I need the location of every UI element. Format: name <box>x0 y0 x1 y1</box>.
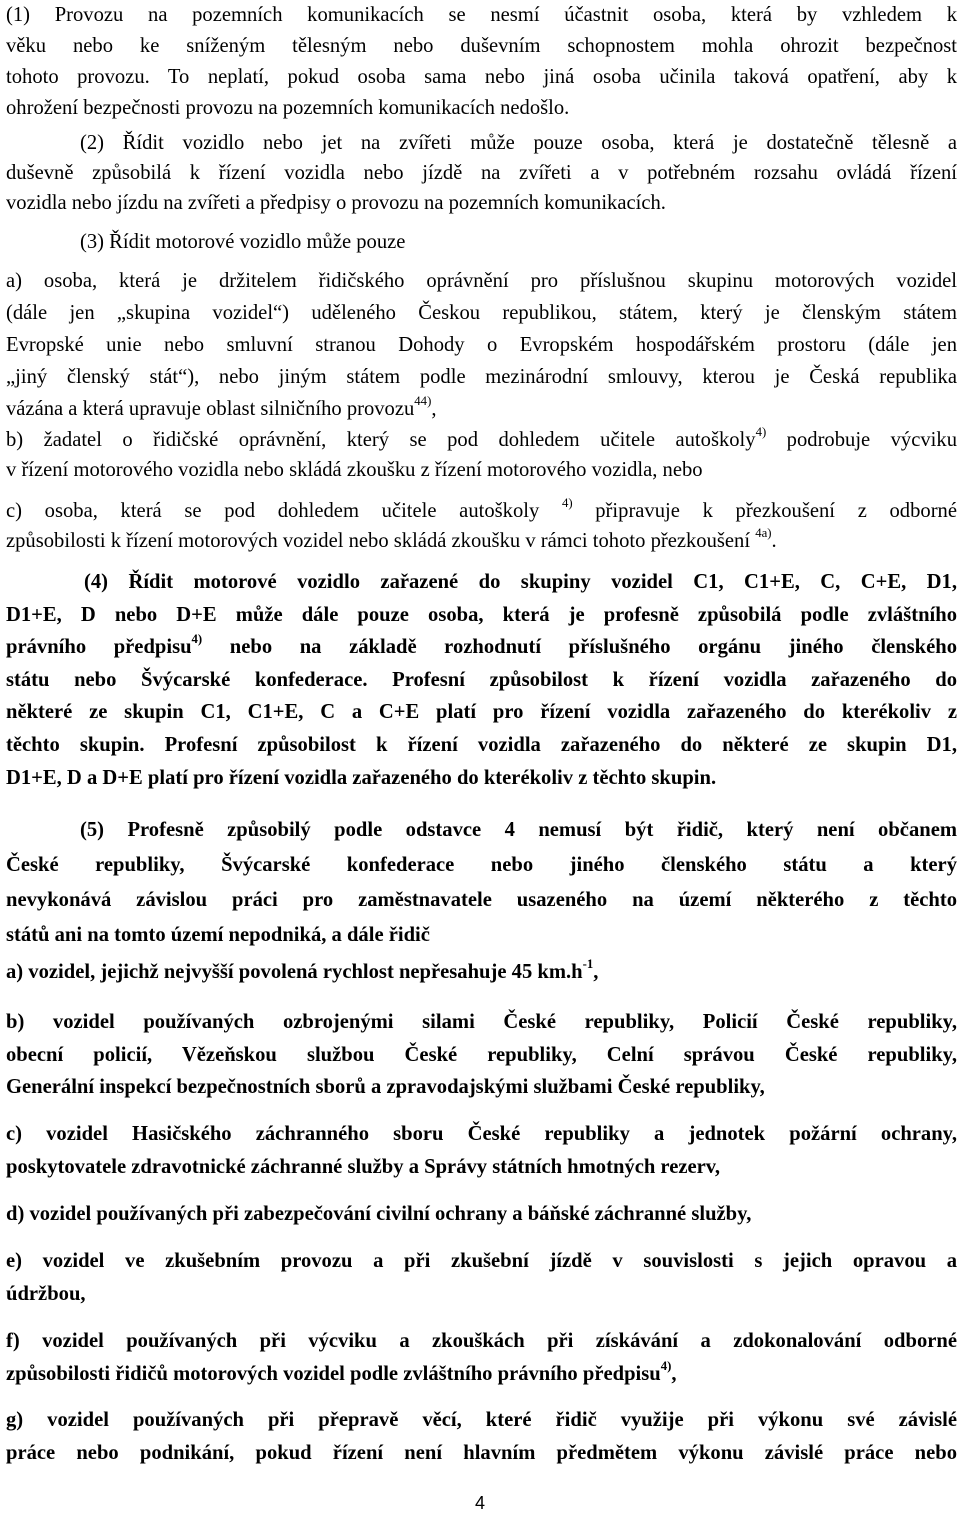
item-5c-line: c) vozidel Hasičského záchranného sboru České republiky a jednotek požární ochrany, <box>6 1123 957 1145</box>
item-5c-line: poskytovatele zdravotnické záchranné služby a Správy státních hmotných rezerv, <box>6 1155 721 1178</box>
item-5f <box>6 1325 957 1391</box>
page-number: 4 <box>474 1493 485 1513</box>
item-3a-text: vázána a která upravuje oblast silničního provozu <box>6 398 415 420</box>
item-5a-text: a) vozidel, jejichž nejvyšší povolená rychlost nepřesahuje 45 km.h <box>6 961 583 983</box>
paragraph-4-text: nebo na základě rozhodnutí příslušného orgánu jiného členského <box>202 636 958 659</box>
footnote-ref: 4) <box>191 632 203 647</box>
paragraph-4-line: D1+E, D a D+E platí pro řízení vozidla zařazeného do kterékoliv z těchto skupin. <box>6 766 717 789</box>
item-3a-text-end: , <box>431 398 437 420</box>
paragraph-4-line: některé ze skupin C1, C1+E, C a C+E platí pro řízení vozidla zařazeného do kterékoliv z <box>6 701 957 724</box>
paragraph-5-line: (5) Profesně způsobilý podle odstavce 4 nemusí být řidič, který není občanem <box>80 819 957 841</box>
item-3c-line <box>6 496 957 526</box>
item-5f-text: způsobilosti řidičů motorových vozidel podle zvláštního právního předpisu <box>6 1363 661 1385</box>
item-3c-text-end: připravuje k přezkoušení z odborné <box>572 500 957 522</box>
paragraph-1-line: ohrožení bezpečnosti provozu na pozemních komunikacích nedošlo. <box>6 97 570 119</box>
paragraph-1-line: tohoto provozu. To neplatí, pokud osoba sama nebo jiná osoba učinila taková opatření, aby k <box>6 66 957 88</box>
paragraph-2-line: duševně způsobilá k řízení vozidla nebo jízdě na zvířeti a v potřebném rozsahu ovládá řízení <box>6 162 957 184</box>
item-5a-line <box>6 956 957 988</box>
footnote-ref: 4) <box>755 425 767 440</box>
item-5g-line: g) vozidel používaných při přepravě věcí, které řidič využije při výkonu své závislé <box>6 1409 957 1431</box>
item-5b-line: b) vozidel používaných ozbrojenými silami České republiky, Policií České republiky, <box>6 1011 957 1033</box>
paragraph-3-intro-line: (3) Řídit motorové vozidlo může pouze <box>80 231 406 253</box>
item-3b-text-end: podrobuje výcviku <box>766 429 957 451</box>
item-3c-line <box>6 526 957 556</box>
item-3a-line: a) osoba, která je držitelem řidičského oprávnění pro příslušnou skupinu motorových vozidel <box>6 270 957 292</box>
item-5b-line: Generální inspekcí bezpečnostních sborů a zpravodajskými službami České republiky, <box>6 1076 765 1098</box>
item-3b-line <box>6 425 957 455</box>
item-5f-line: f) vozidel používaných při výcviku a zkouškách při získávání a zdokonalování odborné <box>6 1330 957 1352</box>
paragraph-5 <box>6 813 957 953</box>
paragraph-5-line: České republiky, Švýcarské konfederace nebo jiného členského státu a který <box>6 854 957 876</box>
footnote-ref: 44) <box>414 394 432 409</box>
item-3a <box>6 265 957 425</box>
footnote-ref: 4) <box>561 496 573 511</box>
paragraph-5-line: států ani na tomto území nepodniká, a dále řidič <box>6 924 430 946</box>
item-5d-line: d) vozidel používaných při zabezpečování civilní ochrany a báňské záchranné služby, <box>6 1203 752 1225</box>
paragraph-2 <box>6 128 957 218</box>
item-3b <box>6 425 957 485</box>
item-5g <box>6 1404 957 1470</box>
paragraph-4-text: právního předpisu <box>6 636 192 659</box>
footnote-ref: 4a) <box>755 526 772 541</box>
paragraph-2-line: vozidla nebo jízdu na zvířeti a předpisy o provozu na pozemních komunikacích. <box>6 192 666 214</box>
item-3c-text-end: . <box>771 530 777 552</box>
item-3a-line: (dále jen „skupina vozidel“) uděleného Českou republikou, státem, který je členským státem <box>6 302 957 324</box>
paragraph-1 <box>6 0 957 124</box>
item-3c-text: způsobilosti k řízení motorových vozidel nebo skládá zkoušku v rámci tohoto přezkoušení <box>6 530 756 552</box>
paragraph-4-line <box>6 631 957 664</box>
paragraph-1-line: věku nebo ke sníženým tělesným nebo duševním schopnostem mohla ohrozit bezpečnost <box>6 35 957 57</box>
item-3a-line <box>6 393 957 425</box>
paragraph-4 <box>6 566 957 794</box>
item-5e-line: údržbou, <box>6 1283 86 1305</box>
item-5b <box>6 1006 957 1104</box>
paragraph-4-line: (4) Řídit motorové vozidlo zařazené do skupiny vozidel C1, C1+E, C, C+E, D1, <box>84 571 957 593</box>
item-3a-line: Evropské unie nebo smluvní stranou Dohody o Evropském hospodářském prostoru (dále jen <box>6 334 957 356</box>
item-5e-line: e) vozidel ve zkušebním provozu a při zkušební jízdě v souvislosti s jejich opravou a <box>6 1250 957 1272</box>
paragraph-4-line: D1+E, D nebo D+E může dále pouze osoba, která je profesně způsobilá podle zvláštního <box>6 603 957 626</box>
item-5e <box>6 1245 957 1311</box>
item-5a-text-end: , <box>593 961 599 983</box>
item-3c-text: c) osoba, která se pod dohledem učitele autoškoly <box>6 500 562 522</box>
item-5f-text-end: , <box>671 1363 677 1385</box>
item-5a <box>6 956 957 988</box>
paragraph-4-line: státu nebo Švýcarské konfederace. Profesní způsobilost k řízení vozidla zařazeného do <box>6 668 957 691</box>
paragraph-4-line: těchto skupin. Profesní způsobilost k řízení vozidla zařazeného do některé ze skupin D1, <box>6 733 957 756</box>
paragraph-3-intro <box>6 227 957 257</box>
item-3c <box>6 496 957 556</box>
item-3b-line: v řízení motorového vozidla nebo skládá zkoušku z řízení motorového vozidla, nebo <box>6 459 703 481</box>
item-5f-line <box>6 1358 957 1391</box>
item-5c <box>6 1118 957 1183</box>
paragraph-1-line: (1) Provozu na pozemních komunikacích se nesmí účastnit osoba, která by vzhledem k <box>6 4 957 26</box>
item-5d <box>6 1198 957 1230</box>
item-3b-text: b) žadatel o řidičské oprávnění, který se pod dohledem učitele autoškoly <box>6 429 756 451</box>
footnote-ref: 4) <box>660 1359 672 1374</box>
item-5g-line: práce nebo podnikání, pokud řízení není hlavním předmětem výkonu závislé práce nebo <box>6 1442 957 1464</box>
item-3a-line: „jiný členský stát“), nebo jiným státem podle mezinárodní smlouvy, kterou je Česká republika <box>6 366 957 388</box>
superscript: -1 <box>582 957 594 972</box>
paragraph-2-line: (2) Řídit vozidlo nebo jet na zvířeti může pouze osoba, která je dostatečně tělesně a <box>80 132 957 154</box>
item-5b-line: obecní policií, Vězeňskou službou České republiky, Celní správou České republiky, <box>6 1043 957 1066</box>
paragraph-5-line: nevykonává závislou práci pro zaměstnavatele usazeného na území některého z těchto <box>6 889 957 911</box>
